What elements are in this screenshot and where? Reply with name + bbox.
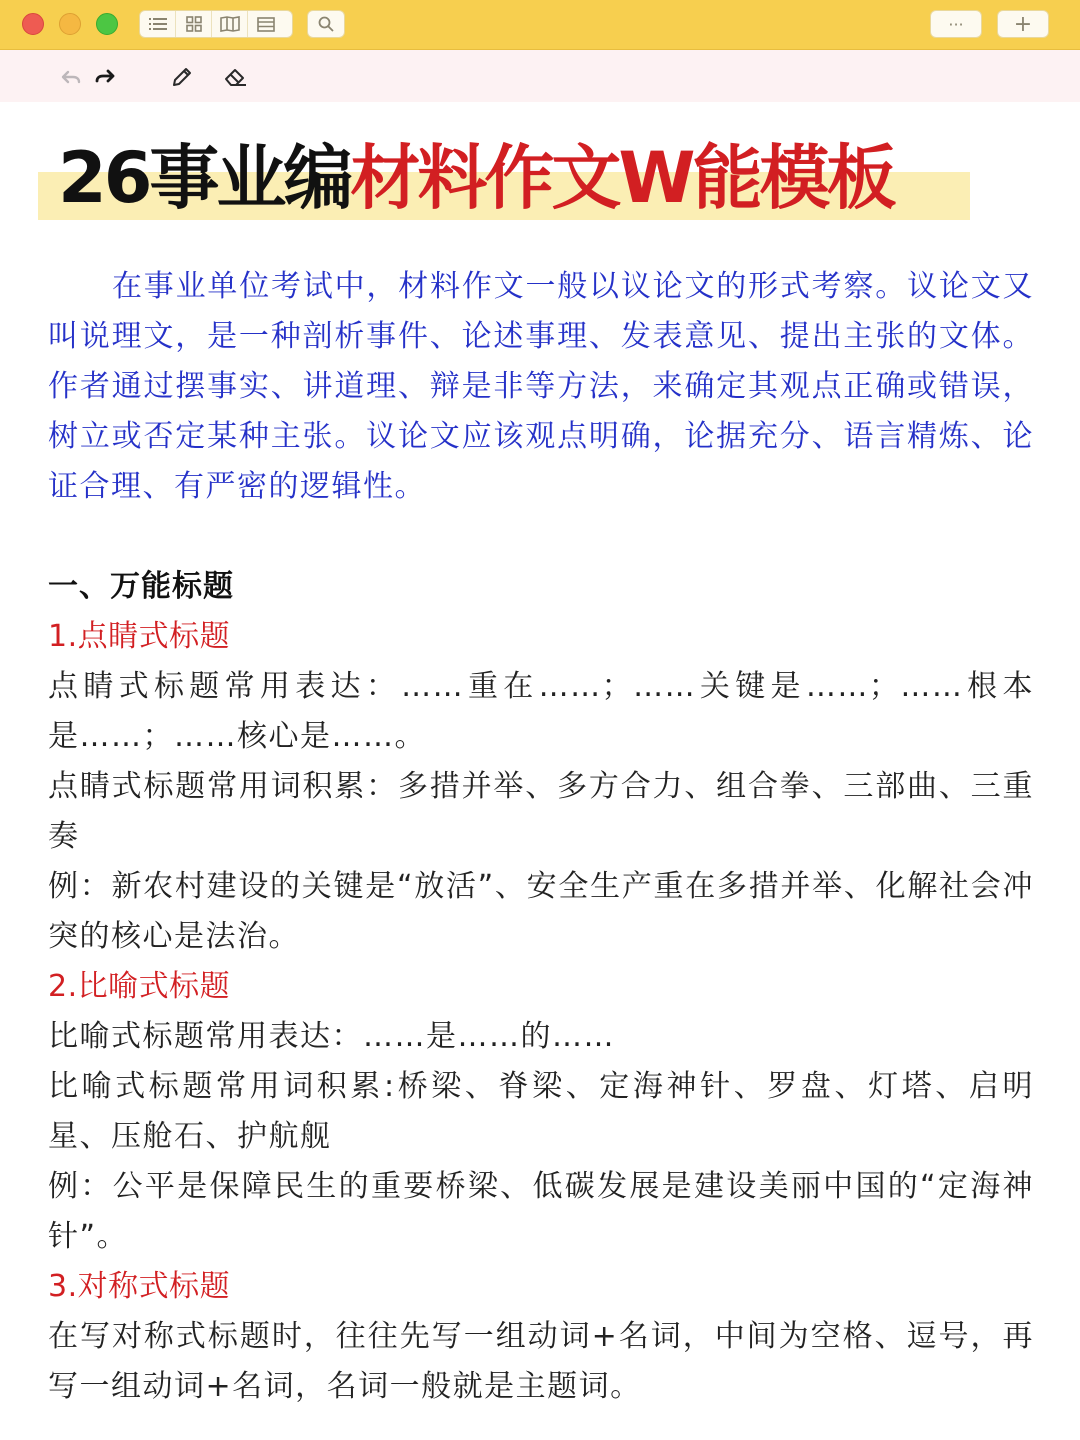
grid-view-button[interactable] <box>176 11 212 37</box>
view-mode-group <box>139 10 293 38</box>
body-line: 比喻式标题常用词积累:桥梁、脊梁、定海神针、罗盘、灯塔、启明星、压舱石、护航舰 <box>48 1069 1034 1154</box>
pen-icon <box>170 65 194 89</box>
minimize-button[interactable] <box>59 13 81 35</box>
eraser-icon <box>223 65 249 89</box>
example-line: 例：新农村建设的关键是“放活”、安全生产重在多措并举、化解社会冲突的核心是法治。 <box>48 869 1034 954</box>
article-body <box>48 262 1034 1412</box>
undo-icon <box>59 69 81 85</box>
zoom-button[interactable] <box>96 13 118 35</box>
section-heading: 一、万能标题 <box>48 569 234 604</box>
eraser-button[interactable] <box>222 63 250 91</box>
title-black-part: 26事业编 <box>58 137 351 219</box>
subheading-metaphor: 2.比喻式标题 <box>48 969 231 1004</box>
section-universal-titles <box>48 562 1034 1412</box>
body-line: 点睛式标题常用词积累：多措并举、多方合力、组合拳、三部曲、三重奏 <box>48 769 1034 854</box>
search-button[interactable] <box>307 10 345 38</box>
close-button[interactable] <box>22 13 44 35</box>
list-view-button[interactable] <box>140 11 176 37</box>
grid-icon <box>186 16 202 32</box>
redo-button[interactable] <box>92 63 120 91</box>
subheading-symmetric: 3.对称式标题 <box>48 1269 231 1304</box>
plus-icon: + <box>1013 11 1033 37</box>
example-line: 例：公平是保障民生的重要桥梁、低碳发展是建设美丽中国的“定海神针”。 <box>48 1169 1034 1254</box>
window-titlebar <box>0 0 1080 50</box>
more-icon: ··· <box>948 14 964 34</box>
redo-icon <box>95 68 117 86</box>
title-red-part: 材料作文W能模板 <box>350 137 894 219</box>
intro-paragraph: 在事业单位考试中，材料作文一般以议论文的形式考察。议论文又叫说理文，是一种剖析事件、论述事理、发表意见、提出主张的文体。作者通过摆事实、讲道理、辩是非等方法，来确定其观点正确或错误，树立或否定某种主张。议论文应该观点明确，论据充分、语言精炼、论证合理、有严密的逻辑性。 <box>48 269 1034 504</box>
undo-button[interactable] <box>56 63 84 91</box>
pen-button[interactable] <box>168 63 196 91</box>
body-line: 比喻式标题常用表达：……是……的…… <box>48 1019 615 1054</box>
book-view-button[interactable] <box>212 11 248 37</box>
subheading-eye-catching: 1.点睛式标题 <box>48 619 231 654</box>
search-icon <box>318 16 334 32</box>
body-line: 在写对称式标题时，往往先写一组动词+名词，中间为空格、逗号，再写一组动词+名词，名词一般就是主题词。 <box>48 1319 1034 1404</box>
table-view-button[interactable] <box>248 11 284 37</box>
body-line: 点睛式标题常用表达：……重在……；……关键是……；……根本是……；……核心是……。 <box>48 669 1034 754</box>
edit-toolbar <box>0 50 1080 102</box>
table-icon <box>257 17 275 32</box>
add-button[interactable] <box>997 10 1049 38</box>
book-icon <box>220 16 240 32</box>
list-icon <box>149 17 167 31</box>
page-title <box>58 128 894 228</box>
more-button[interactable] <box>930 10 982 38</box>
